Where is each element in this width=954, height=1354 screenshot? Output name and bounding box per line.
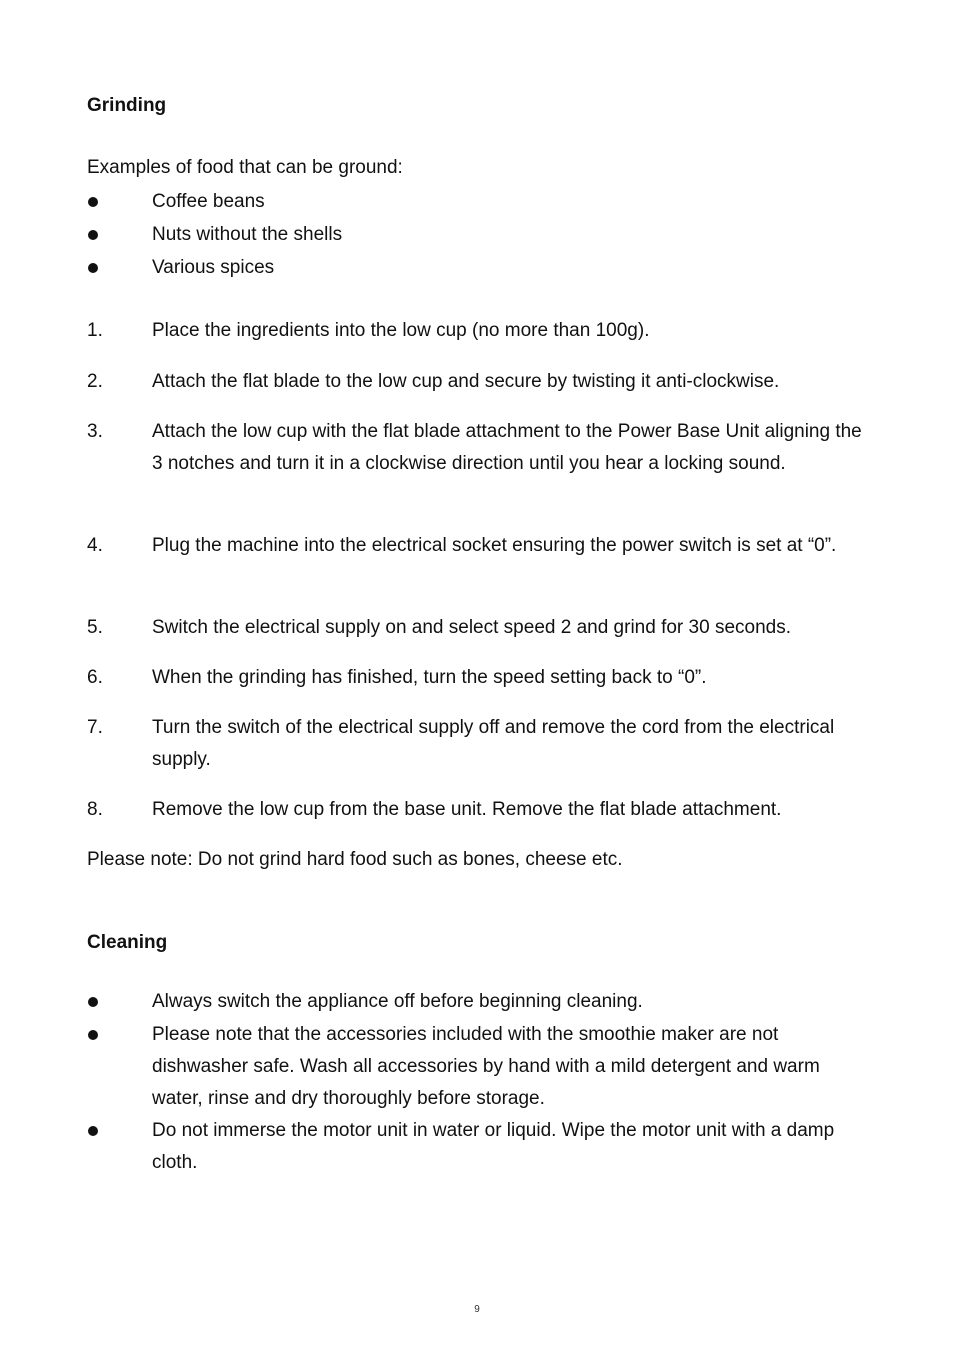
step-item [87, 530, 867, 562]
step-item [87, 315, 867, 347]
step-number: 1. [87, 320, 103, 341]
list-item [87, 219, 867, 251]
bullet-icon [88, 230, 98, 240]
bullet-icon [88, 197, 98, 207]
list-item [87, 1115, 867, 1179]
list-item [87, 986, 867, 1018]
step-text: Place the ingredients into the low cup (no more than 100g). [152, 320, 650, 341]
example-text: Nuts without the shells [152, 224, 343, 245]
list-item [87, 252, 867, 284]
step-item [87, 712, 867, 776]
step-item [87, 662, 867, 694]
step-number: 8. [87, 799, 103, 820]
step-item [87, 794, 867, 826]
step-number: 2. [87, 371, 103, 392]
list-item [87, 186, 867, 218]
bullet-icon [88, 997, 98, 1007]
step-item [87, 612, 867, 644]
bullet-icon [88, 1126, 98, 1136]
step-text: Remove the low cup from the base unit. Remove the flat blade attachment. [152, 799, 782, 820]
list-item [87, 1019, 867, 1115]
grinding-intro: Examples of food that can be ground: [87, 157, 403, 178]
bullet-icon [88, 263, 98, 273]
grinding-note: Please note: Do not grind hard food such as bones, cheese etc. [87, 849, 623, 870]
cleaning-text: Do not immerse the motor unit in water or liquid. Wipe the motor unit with a damp cloth. [152, 1120, 835, 1173]
cleaning-text: Always switch the appliance off before beginning cleaning. [152, 991, 643, 1012]
step-text: Switch the electrical supply on and select speed 2 and grind for 30 seconds. [152, 617, 791, 638]
cleaning-heading: Cleaning [87, 932, 168, 953]
step-number: 6. [87, 667, 103, 688]
step-text: Turn the switch of the electrical supply off and remove the cord from the electrical supply. [152, 717, 835, 770]
step-number: 5. [87, 617, 103, 638]
step-number: 3. [87, 421, 103, 442]
example-text: Coffee beans [152, 191, 265, 212]
step-text: Plug the machine into the electrical socket ensuring the power switch is set at “0”. [152, 535, 837, 556]
step-item [87, 366, 867, 398]
step-item [87, 416, 867, 480]
step-number: 7. [87, 717, 103, 738]
step-text: When the grinding has finished, turn the speed setting back to “0”. [152, 667, 707, 688]
step-text: Attach the low cup with the flat blade attachment to the Power Base Unit aligning the 3 notches and turn it in a clockwise direction until you hear a locking sound. [152, 421, 862, 474]
cleaning-text: Please note that the accessories included with the smoothie maker are not dishwasher safe. Wash all accessories by hand with a mild detergent and warm water, rinse and dry thoroughly before storage. [152, 1024, 820, 1109]
bullet-icon [88, 1030, 98, 1040]
step-text: Attach the flat blade to the low cup and secure by twisting it anti-clockwise. [152, 371, 780, 392]
grinding-heading: Grinding [87, 95, 167, 116]
page-number: 9 [474, 1304, 480, 1315]
step-number: 4. [87, 535, 103, 556]
example-text: Various spices [152, 257, 275, 278]
